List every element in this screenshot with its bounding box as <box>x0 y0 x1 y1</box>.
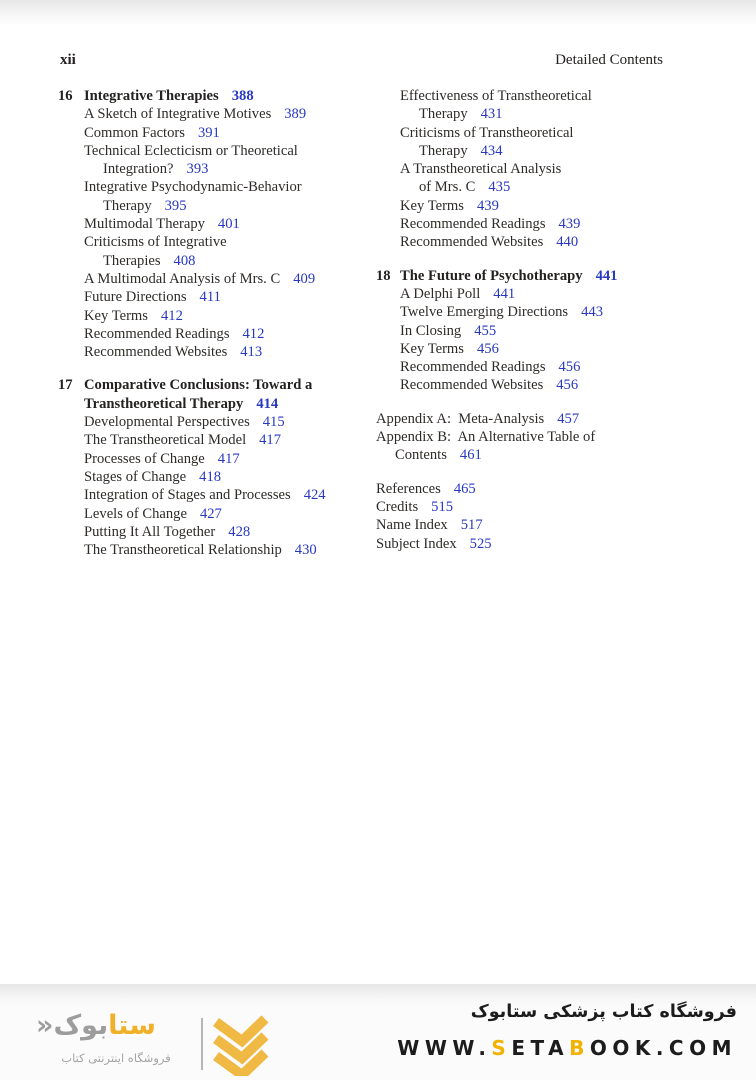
page-number: 465 <box>453 480 476 497</box>
page-number: 441 <box>595 267 618 284</box>
store-title: فروشگاه کتاب پزشکی ستابوک <box>470 1002 737 1022</box>
toc-entry-line <box>84 523 370 541</box>
toc-entry-line <box>84 505 370 523</box>
toc-entry-text: Recommended Readings <box>400 359 546 376</box>
toc-entry-text: Stages of Change <box>84 468 187 485</box>
page-number: 413 <box>240 344 263 361</box>
toc-entry-line <box>376 428 720 446</box>
website-text: ETA <box>511 1036 570 1060</box>
toc-entry <box>400 160 720 197</box>
toc-entry-text: A Sketch of Integrative Motives <box>84 106 272 123</box>
toc-entry-line <box>376 535 720 553</box>
toc-entry-line <box>84 142 370 160</box>
toc-entry-text: Subject Index <box>376 535 457 552</box>
toc-entry-text: A Transtheoretical Analysis <box>400 161 562 178</box>
toc-entry-line <box>84 431 370 449</box>
page-number: 456 <box>556 377 579 394</box>
toc-entry <box>400 197 720 215</box>
page-number: 435 <box>488 179 511 196</box>
chapter-title-text: Transtheoretical Therapy <box>84 395 244 412</box>
toc-entry <box>376 516 720 534</box>
toc-entry-line <box>84 486 370 504</box>
toc-entry <box>400 124 720 161</box>
toc-entry <box>84 541 370 559</box>
toc-entry <box>400 376 720 394</box>
toc-entry <box>376 535 720 553</box>
toc-entry-text: Technical Eclecticism or Theoretical <box>84 142 298 159</box>
toc-entry-text: Levels of Change <box>84 505 187 522</box>
toc-entry <box>376 480 720 498</box>
toc-entry-line <box>400 87 720 105</box>
toc-entry-line <box>376 480 720 498</box>
toc-entry-line <box>400 233 720 251</box>
page-number: 417 <box>259 432 282 449</box>
toc-entry <box>376 428 720 465</box>
chapter-number: 16 <box>58 88 73 104</box>
page-number: 408 <box>173 252 196 269</box>
page-number: 395 <box>164 197 187 214</box>
toc-entry-text: Integration of Stages and Processes <box>84 487 291 504</box>
toc-entry <box>400 87 720 124</box>
chapter-heading-line <box>58 376 370 394</box>
toc-entry-line <box>84 197 370 215</box>
toc-entry <box>84 413 370 431</box>
toc-entry-text: In Closing <box>400 322 462 339</box>
page-number: 401 <box>217 216 240 233</box>
continuation-block <box>376 87 720 252</box>
toc-entry-text: Common Factors <box>84 124 185 141</box>
toc-entry-text: Recommended Readings <box>400 216 546 233</box>
chapter-17-block <box>58 376 370 559</box>
toc-entry-text: Therapy <box>419 106 468 123</box>
toc-entry-text: Processes of Change <box>84 450 205 467</box>
page-number: 457 <box>557 410 580 427</box>
toc-entry-text: The Transtheoretical Relationship <box>84 542 282 559</box>
page-number: 409 <box>293 270 316 287</box>
page-number: 428 <box>228 523 251 540</box>
toc-entry-text: Putting It All Together <box>84 523 216 540</box>
toc-entry-text: Therapy <box>103 197 152 214</box>
page-number: 443 <box>581 304 604 321</box>
toc-entry <box>84 105 370 123</box>
toc-entry-text: Name Index <box>376 517 448 534</box>
chapter-heading-line <box>58 87 370 105</box>
page-number: 388 <box>231 88 254 104</box>
page-number: 430 <box>294 542 317 559</box>
toc-entry-line <box>400 124 720 142</box>
toc-entry-line <box>400 322 720 340</box>
website-gold-letter: B <box>569 1036 590 1060</box>
logo-wordmark <box>36 1010 196 1041</box>
toc-entry-line <box>376 498 720 516</box>
toc-entry <box>376 498 720 516</box>
page-number: 434 <box>480 142 503 159</box>
toc-entry <box>84 270 370 288</box>
toc-entry-line <box>400 197 720 215</box>
toc-entry <box>400 233 720 251</box>
chapter-number: 18 <box>376 267 391 284</box>
page-number: 418 <box>199 468 222 485</box>
toc-entry-text: Credits <box>376 498 419 515</box>
chapter-heading-line <box>376 267 720 285</box>
toc-entry-text: Recommended Readings <box>84 325 230 342</box>
toc-entry-text: Recommended Websites <box>84 344 228 361</box>
page-number: 417 <box>217 450 240 467</box>
toc-entry-text: Integration? <box>103 161 174 178</box>
page-number: 414 <box>256 395 279 412</box>
toc-entry <box>84 325 370 343</box>
toc-entry-line <box>84 288 370 306</box>
toc-entry <box>84 178 370 215</box>
logo-wordmark-gold: ستا <box>108 1010 156 1041</box>
toc-entry <box>84 233 370 270</box>
chapter-title-text: The Future of Psychotherapy <box>400 267 583 284</box>
page-number: 427 <box>199 505 222 522</box>
toc-entry-line <box>84 468 370 486</box>
toc-entry-text: A Delphi Poll <box>400 285 481 302</box>
page-number: 517 <box>460 517 483 534</box>
toc-entry-line <box>84 343 370 361</box>
toc-entry-text: Key Terms <box>400 340 464 357</box>
toc-entry-text: of Mrs. C <box>419 179 476 196</box>
logo-wordmark-guillemet: « <box>36 1010 54 1041</box>
toc-entry <box>84 215 370 233</box>
toc-entry-line <box>84 178 370 196</box>
toc-entry-text: Appendix B: An Alternative Table of <box>376 429 596 446</box>
chapter-title-text: Integrative Therapies <box>84 88 219 104</box>
running-head: Detailed Contents <box>555 52 663 68</box>
toc-entry-text: Future Directions <box>84 289 187 306</box>
toc-entry <box>376 410 720 428</box>
toc-entry-line <box>400 215 720 233</box>
toc-entry <box>84 505 370 523</box>
toc-entry-line <box>400 178 720 196</box>
page-number: 440 <box>556 234 579 251</box>
toc-entry <box>84 124 370 142</box>
page-number: 515 <box>431 498 454 515</box>
toc-entry-line <box>400 376 720 394</box>
chapter-number: 17 <box>58 377 73 394</box>
toc-entry-text: Integrative Psychodynamic-Behavior <box>84 179 302 196</box>
toc-entry <box>84 450 370 468</box>
page-folio: xii <box>60 52 76 68</box>
toc-entry-line <box>376 410 720 428</box>
page-number: 415 <box>262 414 285 431</box>
backmatter-block <box>376 480 720 553</box>
toc-entry <box>84 468 370 486</box>
toc-entry <box>400 322 720 340</box>
page-number: 455 <box>474 322 497 339</box>
toc-entry-text: Effectiveness of Transtheoretical <box>400 88 592 104</box>
toc-entry-line <box>400 142 720 160</box>
toc-entry-text: Key Terms <box>400 197 464 214</box>
page-number: 431 <box>480 106 503 123</box>
website-gold-letter: S <box>491 1036 512 1060</box>
page-number: 393 <box>186 161 209 178</box>
toc-entry-text: A Multimodal Analysis of Mrs. C <box>84 270 281 287</box>
toc-entry-line <box>84 541 370 559</box>
page-top-shadow <box>0 0 756 26</box>
page-number: 412 <box>242 325 265 342</box>
toc-entry-line <box>84 124 370 142</box>
toc-entry-text: The Transtheoretical Model <box>84 432 247 449</box>
page-number: 411 <box>199 289 221 306</box>
toc-entry <box>400 285 720 303</box>
toc-entry <box>400 340 720 358</box>
page-number: 391 <box>197 124 220 141</box>
toc-entry <box>400 303 720 321</box>
page-number: 461 <box>459 447 482 464</box>
toc-entry-line <box>84 307 370 325</box>
website-url <box>397 1036 737 1060</box>
website-text: OOK.COM <box>589 1036 737 1060</box>
page-number: 424 <box>303 487 326 504</box>
toc-column-right <box>376 87 720 553</box>
toc-entry <box>84 431 370 449</box>
chapter-title-text: Comparative Conclusions: Toward a <box>84 377 313 394</box>
toc-entry-text: Recommended Websites <box>400 234 544 251</box>
toc-entry-line <box>400 340 720 358</box>
toc-entry <box>84 486 370 504</box>
toc-entry-text: Twelve Emerging Directions <box>400 304 569 321</box>
toc-entry-text: Criticisms of Transtheoretical <box>400 124 574 141</box>
toc-entry-line <box>84 325 370 343</box>
toc-entry-text: Recommended Websites <box>400 377 544 394</box>
toc-entry-text: References <box>376 480 441 497</box>
chapter-16-block <box>58 87 370 361</box>
toc-entry-text: Therapy <box>419 142 468 159</box>
page-number: 439 <box>558 216 581 233</box>
toc-entry <box>84 343 370 361</box>
toc-entry-line <box>84 105 370 123</box>
toc-entry-text: Key Terms <box>84 307 148 324</box>
toc-entry-line <box>400 285 720 303</box>
toc-entry-line <box>84 233 370 251</box>
toc-entry-line <box>400 105 720 123</box>
logo-tagline: فروشگاه اینترنتی کتاب <box>61 1051 171 1065</box>
toc-entry-line <box>84 252 370 270</box>
toc-entry-text: Therapies <box>103 252 161 269</box>
page-number: 525 <box>469 535 492 552</box>
toc-entry <box>84 307 370 325</box>
setabook-double-chevron-icon <box>211 1014 269 1076</box>
toc-entry-line <box>400 358 720 376</box>
logo-divider <box>201 1018 203 1070</box>
page-number: 456 <box>476 340 499 357</box>
toc-entry-line <box>84 215 370 233</box>
toc-entry-line <box>376 446 720 464</box>
toc-entry-line <box>84 160 370 178</box>
page-number: 439 <box>476 197 499 214</box>
toc-entry <box>400 215 720 233</box>
page-number: 389 <box>284 106 307 123</box>
chapter-heading-line <box>84 395 370 413</box>
toc-entry-line <box>376 516 720 534</box>
toc-entry-text: Multimodal Therapy <box>84 216 205 233</box>
toc-entry <box>400 358 720 376</box>
toc-entry-line <box>400 160 720 178</box>
toc-entry-text: Contents <box>395 447 447 464</box>
toc-entry-line <box>84 270 370 288</box>
page-number: 441 <box>493 285 516 302</box>
toc-entry-text: Developmental Perspectives <box>84 414 250 431</box>
toc-entry <box>84 523 370 541</box>
toc-entry-line <box>84 413 370 431</box>
toc-entry-text: Criticisms of Integrative <box>84 234 227 251</box>
toc-column-left <box>58 87 370 559</box>
logo-wordmark-gray: بوک <box>53 1010 109 1041</box>
toc-entry-text: Appendix A: Meta-Analysis <box>376 410 545 427</box>
toc-entry-line <box>400 303 720 321</box>
toc-entry-line <box>84 450 370 468</box>
page-number: 412 <box>160 307 183 324</box>
chapter-18-block <box>376 267 720 395</box>
footer <box>0 984 756 1080</box>
toc-entry <box>84 288 370 306</box>
backmatter-block <box>376 410 720 465</box>
page-number: 456 <box>558 359 581 376</box>
website-text: WWW. <box>397 1036 492 1060</box>
toc-entry <box>84 142 370 179</box>
